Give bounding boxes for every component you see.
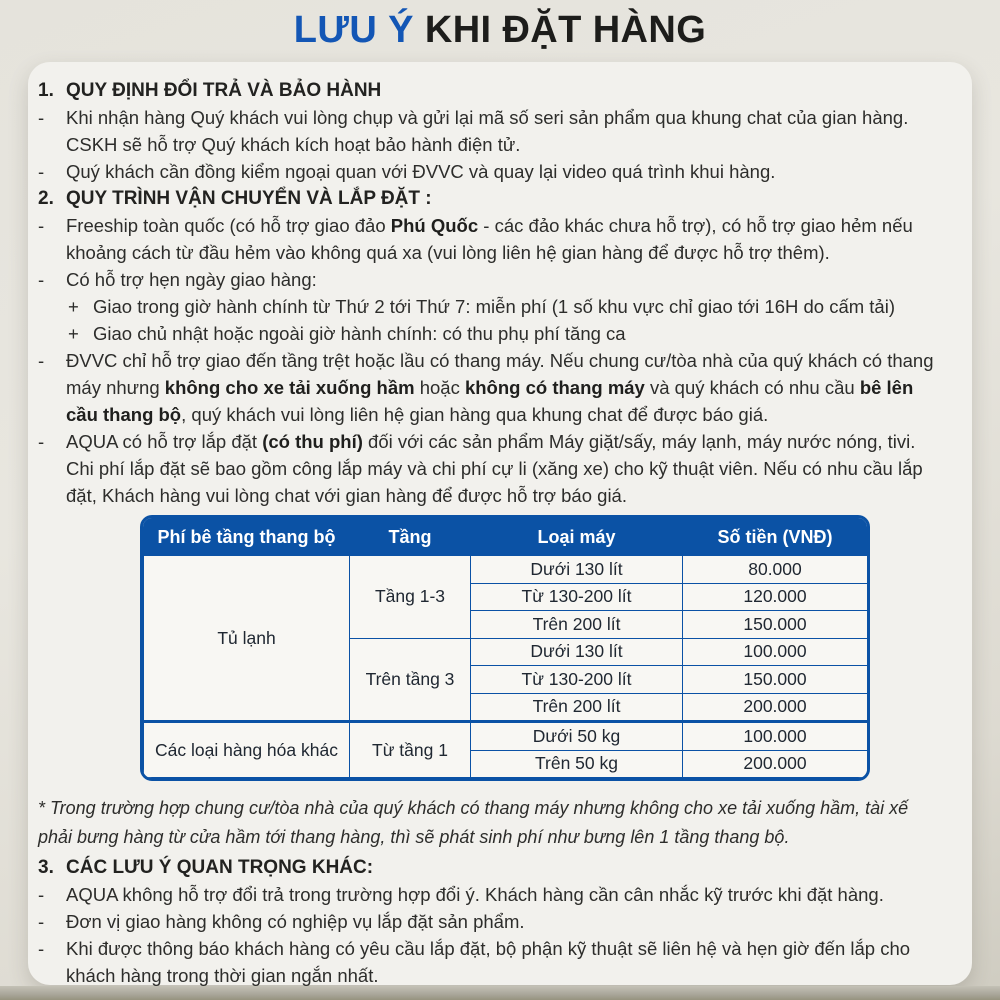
fee-type-cell: Từ 130-200 lít: [471, 583, 683, 611]
text-segment: Freeship toàn quốc (có hỗ trợ giao đảo: [66, 215, 391, 236]
fee-amount-cell: 150.000: [683, 666, 868, 694]
bullet-marker: -: [38, 884, 45, 905]
page-title-highlight: LƯU Ý: [293, 9, 414, 51]
fee-table-header-cell: Số tiền (VNĐ): [683, 519, 868, 556]
list-item: [38, 158, 945, 185]
fee-type-cell: Trên 200 lít: [471, 693, 683, 722]
list-item-text: AQUA không hỗ trợ đổi trả trong trường hợp đổi ý. Khách hàng cần cân nhắc kỹ trước khi đặt hàng.: [66, 884, 884, 905]
text-segment-bold: không cho xe tải xuống hầm: [164, 377, 415, 398]
fee-amount-cell: 200.000: [683, 750, 868, 778]
text-segment-bold: bê lên cầu thang bộ: [66, 377, 914, 425]
text-segment-bold: Phú Quốc: [390, 215, 479, 236]
section-2-number: 2.: [38, 188, 54, 209]
plus-marker: +: [68, 296, 79, 317]
list-item-text: [66, 347, 945, 428]
text-segment: hoặc: [414, 377, 465, 398]
section-2-heading: [38, 185, 945, 212]
fee-table-grid: [143, 518, 868, 778]
notice-card: [28, 62, 972, 985]
fee-amount-cell: 120.000: [683, 583, 868, 611]
sub-list-item-text: Giao chủ nhật hoặc ngoài giờ hành chính: có thu phụ phí tăng ca: [93, 323, 626, 344]
section-3-heading-text: CÁC LƯU Ý QUAN TRỌNG KHÁC:: [66, 857, 374, 878]
fee-type-cell: Trên 200 lít: [471, 611, 683, 639]
fee-floor-cell: Tầng 1-3: [350, 556, 471, 639]
text-segment-bold: không có thang máy: [464, 377, 645, 398]
fee-amount-cell: 200.000: [683, 693, 868, 722]
list-item-text: [66, 212, 945, 266]
fee-table: [140, 515, 870, 781]
list-item-text: Khi được thông báo khách hàng có yêu cầu lắp đặt, bộ phận kỹ thuật sẽ liên hệ và hẹn giờ đến lắp cho khách hàng trong thời gian ngắn nhất.: [66, 938, 911, 986]
section-1-number: 1.: [38, 80, 54, 101]
bullet-marker: -: [38, 107, 45, 128]
fee-type-cell: Dưới 50 kg: [471, 722, 683, 751]
list-item: [38, 212, 945, 266]
section-3-number: 3.: [38, 857, 54, 878]
bullet-marker: -: [38, 431, 45, 452]
text-segment: đối với các sản phẩm Máy giặt/sấy, máy lạnh, máy nước nóng, tivi. Chi phí lắp đặt sẽ bao gồm công lắp máy và chi phí cự li (xăng xe) cho kỹ thuật viên. Nếu có nhu cầu lắp đặt, Khách hàng vui lòng chat với gian hàng để được hỗ trợ báo giá.: [66, 431, 923, 506]
sub-list-item-text: Giao trong giờ hành chính từ Thứ 2 tới Thứ 7: miễn phí (1 số khu vực chỉ giao tới 16H do cấm tải): [93, 296, 895, 317]
fee-amount-cell: 150.000: [683, 611, 868, 639]
text-segment: và quý khách có nhu cầu: [644, 377, 860, 398]
table-row: [144, 722, 868, 751]
list-item-text: Khi nhận hàng Quý khách vui lòng chụp và gửi lại mã số seri sản phẩm qua khung chat của gian hàng. CSKH sẽ hỗ trợ Quý khách kích hoạt bảo hành điện tử.: [66, 107, 909, 155]
fee-type-cell: Từ 130-200 lít: [471, 666, 683, 694]
fee-table-header-cell: Phí bê tầng thang bộ: [144, 519, 350, 556]
text-segment-bold: (có thu phí): [262, 431, 363, 452]
text-segment: , quý khách vui lòng liên hệ gian hàng qua khung chat để được báo giá.: [181, 404, 769, 425]
text-segment: - các đảo khác chưa hỗ trợ), có hỗ trợ giao hẻm nếu khoảng cách từ đầu hẻm vào không quá xa (vui lòng liên hệ gian hàng để được hỗ trợ thêm).: [66, 215, 913, 263]
bullet-marker: -: [38, 938, 45, 959]
bullet-marker: -: [38, 269, 45, 290]
page-title-rest: KHI ĐẶT HÀNG: [413, 9, 707, 51]
table-row: [144, 556, 868, 584]
bullet-marker: -: [38, 911, 45, 932]
list-item-text: [66, 428, 945, 509]
fee-type-cell: Dưới 130 lít: [471, 556, 683, 584]
fee-table-header-cell: Tầng: [350, 519, 471, 556]
footnote: * Trong trường hợp chung cư/tòa nhà của quý khách có thang máy nhưng không cho xe tải xuống hầm, tài xế phải bưng hàng từ cửa hầm tới thang hàng, thì sẽ phát sinh phí như bưng lên 1 tầng thang bộ.: [38, 798, 909, 847]
fee-category-cell: Các loại hàng hóa khác: [144, 722, 350, 778]
bullet-marker: -: [38, 161, 45, 182]
text-segment: ĐVVC chỉ hỗ trợ giao đến tầng trệt hoặc lầu có thang máy. Nếu chung cư/tòa nhà của quý khách có thang máy nhưng: [66, 350, 934, 398]
bullet-marker: -: [38, 215, 45, 236]
text-segment: AQUA có hỗ trợ lắp đặt: [66, 431, 263, 452]
list-item-text: Quý khách cần đồng kiểm ngoại quan với ĐVVC và quay lại video quá trình khui hàng.: [66, 161, 776, 182]
fee-table-header-row: [144, 519, 868, 556]
fee-amount-cell: 100.000: [683, 638, 868, 666]
fee-amount-cell: 100.000: [683, 722, 868, 751]
sub-list-item: [68, 293, 945, 320]
page-title: [0, 0, 1000, 59]
plus-marker: +: [68, 323, 79, 344]
section-1-heading-text: QUY ĐỊNH ĐỔI TRẢ VÀ BẢO HÀNH: [66, 80, 382, 101]
fee-floor-cell: Trên tầng 3: [350, 638, 471, 722]
list-item: [38, 881, 945, 908]
list-item-text: Có hỗ trợ hẹn ngày giao hàng:: [66, 269, 317, 290]
fee-type-cell: Trên 50 kg: [471, 750, 683, 778]
sub-list-item: [68, 320, 945, 347]
fee-floor-cell: Từ tầng 1: [350, 722, 471, 778]
list-item: [38, 347, 945, 428]
list-item: [38, 935, 945, 989]
section-2-heading-text: QUY TRÌNH VẬN CHUYỂN VÀ LẮP ĐẶT :: [66, 188, 432, 209]
fee-amount-cell: 80.000: [683, 556, 868, 584]
list-item: [38, 428, 945, 509]
fee-table-header-cell: Loại máy: [471, 519, 683, 556]
list-item: [38, 266, 945, 293]
list-item: [38, 104, 945, 158]
list-item-text: Đơn vị giao hàng không có nghiệp vụ lắp đặt sản phẩm.: [66, 911, 525, 932]
fee-category-cell: Tủ lạnh: [144, 556, 350, 722]
list-item: [38, 908, 945, 935]
fee-type-cell: Dưới 130 lít: [471, 638, 683, 666]
section-3-heading: [38, 854, 945, 881]
bullet-marker: -: [38, 350, 45, 371]
section-1-heading: [38, 77, 945, 104]
bottom-band: [0, 986, 1000, 1000]
